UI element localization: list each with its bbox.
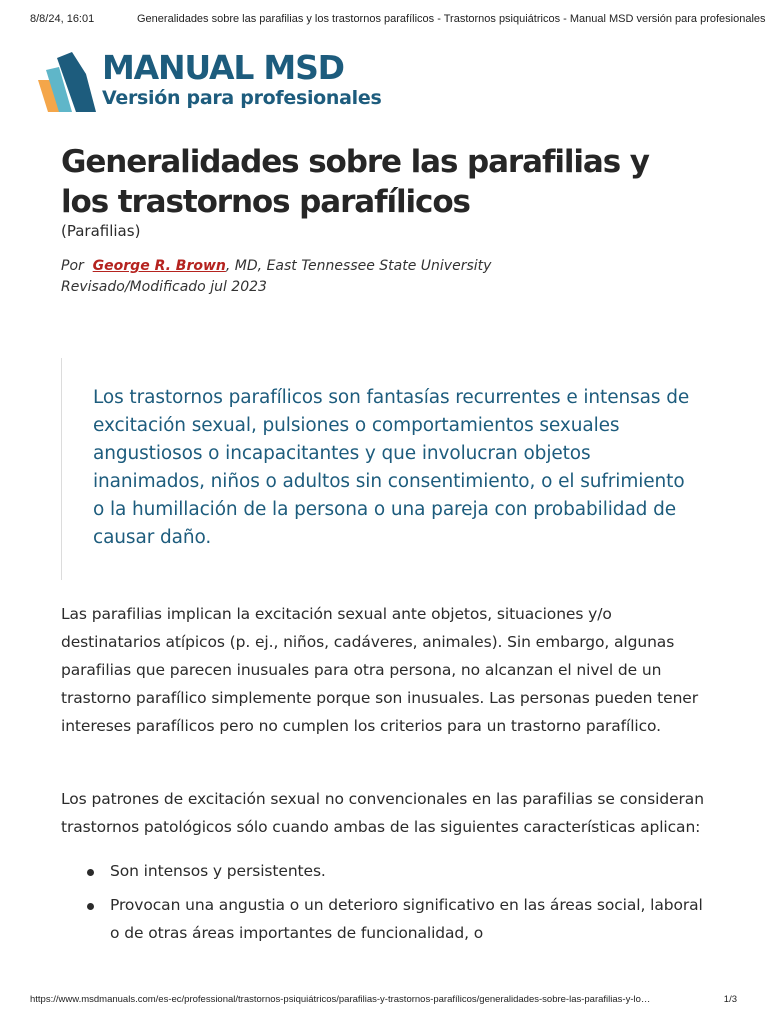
bullet-dot-icon — [87, 903, 94, 910]
list-item — [61, 891, 711, 947]
summary-text: Los trastornos parafílicos son fantasías recurrentes e intensas de excitación sexual, pulsiones o comportamientos sexuales angustiosos o incapacitantes y que involucran objetos inanimados, niños o adultos sin consentimiento, o el sufrimiento o la humillación de la persona o una pareja con probabilidad de causar daño. — [93, 387, 690, 548]
site-logo[interactable] — [36, 46, 416, 116]
byline-prefix: Por — [61, 258, 84, 274]
page-number: 1/3 — [723, 994, 737, 1005]
author-link[interactable]: George R. Brown — [92, 258, 226, 274]
author-affiliation: , MD, East Tennessee State University — [225, 258, 492, 274]
article-alt-name: (Parafilias) — [61, 222, 141, 240]
paragraph-2: Los patrones de excitación sexual no convencionales en las parafilias se consideran trastornos patológicos sólo cuando ambas de las siguientes características aplican: — [61, 790, 704, 836]
logo-subtitle: Versión para profesionales — [102, 87, 382, 109]
criteria-list — [61, 857, 711, 953]
print-header — [0, 13, 768, 29]
bullet-dot-icon — [87, 869, 94, 876]
author-line — [61, 256, 491, 277]
logo-brand: MANUAL MSD — [102, 48, 344, 87]
print-url: https://www.msdmanuals.com/es-ec/professional/trastornos-psiquiátricos/parafilias-y-trastornos-parafílicos/generalidades-sobre-las-parafilias-y-lo… — [30, 994, 651, 1005]
msd-logo-mark-icon — [36, 50, 98, 114]
revised-date: Revisado/Modificado jul 2023 — [61, 279, 267, 295]
summary-box — [61, 358, 702, 580]
list-item-text: Provocan una angustia o un deterioro significativo en las áreas social, laboral o de otras áreas importantes de funcionalidad, o — [110, 896, 703, 942]
paragraph-1: Las parafilias implican la excitación sexual ante objetos, situaciones y/o destinatarios atípicos (p. ej., niños, cadáveres, animales). Sin embargo, algunas parafilias que parecen inusuales para otra persona, no alcanzan el nivel de un trastorno parafílico simplemente porque son inusuales. Las personas pueden tener intereses parafílicos pero no cumplen los criterios para un trastorno parafílico. — [61, 605, 699, 735]
byline — [61, 256, 491, 298]
print-footer — [0, 994, 768, 1008]
list-item-text: Son intensos y persistentes. — [110, 862, 326, 880]
list-item — [61, 857, 711, 885]
article-title: Generalidades sobre las parafilias y los trastornos parafílicos — [61, 144, 649, 220]
print-page-title: Generalidades sobre las parafilias y los trastornos parafílicos - Trastornos psiquiátricos - Manual MSD versión para profesionales — [137, 13, 766, 25]
print-timestamp: 8/8/24, 16:01 — [30, 13, 95, 25]
